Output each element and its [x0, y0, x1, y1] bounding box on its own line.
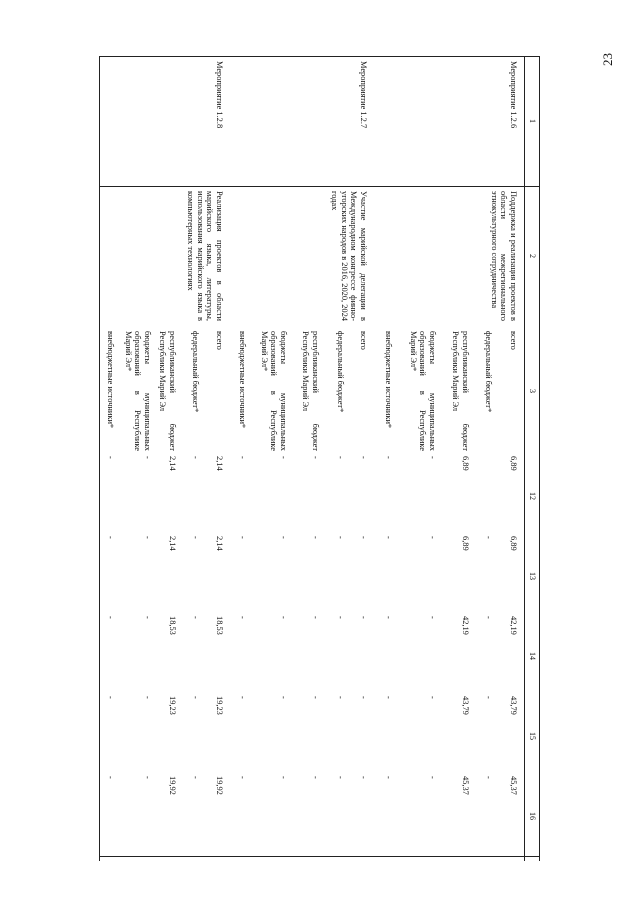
page-number: 23: [600, 53, 615, 66]
value-cell: 19,23: [215, 696, 224, 715]
value-cell: 2,14: [215, 536, 224, 551]
value-cell: 19,23: [168, 696, 177, 715]
value-cell: -: [428, 696, 437, 699]
table-border-bottom: [99, 56, 100, 861]
activity-description: Реализация проектов в области марийского языка, литературы, использования марийского языка в компьютерных технологиях: [186, 191, 224, 321]
activity-code: Мероприятие 1.2.8: [215, 61, 224, 129]
value-cell: -: [191, 776, 200, 779]
value-cell: 2,14: [168, 456, 177, 471]
value-cell: -: [106, 696, 115, 699]
header-col-14: 14: [528, 652, 537, 660]
value-cell: -: [311, 776, 320, 779]
value-cell: -: [279, 616, 288, 619]
value-cell: -: [238, 536, 247, 539]
value-cell: -: [428, 536, 437, 539]
value-cell: -: [106, 456, 115, 459]
value-cell: -: [279, 776, 288, 779]
value-cell: -: [384, 536, 393, 539]
value-cell: 43,79: [461, 696, 470, 715]
table-border-top: [539, 56, 540, 861]
source-label: всего: [359, 331, 368, 350]
value-cell: -: [191, 696, 200, 699]
value-cell: -: [311, 456, 320, 459]
source-label: бюджеты муниципальных образований в Республике Марий Эл*: [259, 331, 288, 451]
value-cell: -: [191, 616, 200, 619]
value-cell: -: [311, 696, 320, 699]
value-cell: -: [384, 696, 393, 699]
table-border-left: [100, 56, 540, 57]
source-label: бюджеты муниципальных образований в Республике Марий Эл*: [123, 331, 152, 451]
source-label: всего: [509, 331, 518, 350]
value-cell: -: [106, 776, 115, 779]
value-cell: 6,89: [461, 536, 470, 551]
value-cell: -: [484, 696, 493, 699]
value-cell: 6,89: [461, 456, 470, 471]
value-cell: 18,53: [168, 616, 177, 635]
source-label: федеральный бюджет*: [191, 331, 200, 413]
activity-description: Участие марийской делегации в Международном конгрессе финно-угорских народов в 2016, 2020, 2024 годах: [330, 191, 368, 321]
value-cell: -: [336, 456, 345, 459]
value-cell: -: [279, 456, 288, 459]
value-cell: -: [384, 616, 393, 619]
value-cell: -: [279, 696, 288, 699]
value-cell: 2,14: [168, 536, 177, 551]
source-label: внебюджетные источники*: [106, 331, 115, 429]
value-cell: 6,89: [509, 456, 518, 471]
activity-description: Поддержка и реализация проектов в области межрегионального этнокультурного сотрудничества: [489, 191, 518, 321]
value-cell: 42,19: [461, 616, 470, 635]
value-cell: -: [484, 536, 493, 539]
value-cell: -: [143, 456, 152, 459]
source-label: бюджеты муниципальных образований в Республике Марий Эл*: [408, 331, 437, 451]
value-cell: -: [191, 536, 200, 539]
value-cell: -: [143, 776, 152, 779]
value-cell: -: [106, 616, 115, 619]
value-cell: -: [359, 776, 368, 779]
budget-table: [100, 56, 540, 861]
source-label: всего: [215, 331, 224, 350]
value-cell: -: [279, 536, 288, 539]
value-cell: 19,92: [215, 776, 224, 795]
source-label: республиканский бюджет Республики Марий Эл: [158, 331, 177, 451]
value-cell: -: [384, 776, 393, 779]
activity-code: Мероприятие 1.2.7: [359, 61, 368, 129]
value-cell: -: [428, 456, 437, 459]
value-cell: -: [359, 536, 368, 539]
activity-code: Мероприятие 1.2.6: [509, 61, 518, 129]
value-cell: -: [336, 536, 345, 539]
table-border-right: [100, 856, 540, 857]
value-cell: 18,53: [215, 616, 224, 635]
value-cell: 2,14: [215, 456, 224, 471]
value-cell: -: [359, 456, 368, 459]
value-cell: -: [484, 616, 493, 619]
header-col-13: 13: [528, 572, 537, 580]
header-col-1: 1: [528, 119, 537, 123]
header-col-12: 12: [528, 492, 537, 500]
column-divider: [100, 186, 540, 187]
source-label: федеральный бюджет*: [336, 331, 345, 413]
value-cell: -: [336, 776, 345, 779]
value-cell: 45,37: [461, 776, 470, 795]
source-label: республиканский бюджет Республики Марий Эл: [301, 331, 320, 451]
value-cell: 6,89: [509, 536, 518, 551]
header-col-2: 2: [528, 254, 537, 258]
value-cell: -: [238, 776, 247, 779]
value-cell: -: [238, 456, 247, 459]
value-cell: -: [191, 456, 200, 459]
value-cell: 43,79: [509, 696, 518, 715]
value-cell: -: [143, 696, 152, 699]
value-cell: -: [428, 616, 437, 619]
value-cell: -: [238, 696, 247, 699]
value-cell: -: [359, 616, 368, 619]
source-label: республиканский бюджет Республики Марий Эл: [451, 331, 470, 451]
value-cell: -: [336, 616, 345, 619]
value-cell: -: [428, 776, 437, 779]
source-label: внебюджетные источники*: [384, 331, 393, 429]
header-col-15: 15: [528, 732, 537, 740]
header-col-3: 3: [528, 389, 537, 393]
value-cell: -: [359, 696, 368, 699]
source-label: федеральный бюджет*: [484, 331, 493, 413]
value-cell: 19,92: [168, 776, 177, 795]
value-cell: -: [106, 536, 115, 539]
source-label: внебюджетные источники*: [238, 331, 247, 429]
value-cell: -: [143, 616, 152, 619]
value-cell: 42,19: [509, 616, 518, 635]
value-cell: -: [238, 616, 247, 619]
header-divider: [524, 56, 525, 861]
value-cell: -: [336, 696, 345, 699]
value-cell: -: [311, 536, 320, 539]
value-cell: -: [143, 536, 152, 539]
value-cell: 45,37: [509, 776, 518, 795]
value-cell: -: [384, 456, 393, 459]
value-cell: -: [484, 776, 493, 779]
header-col-16: 16: [528, 812, 537, 820]
value-cell: -: [311, 616, 320, 619]
